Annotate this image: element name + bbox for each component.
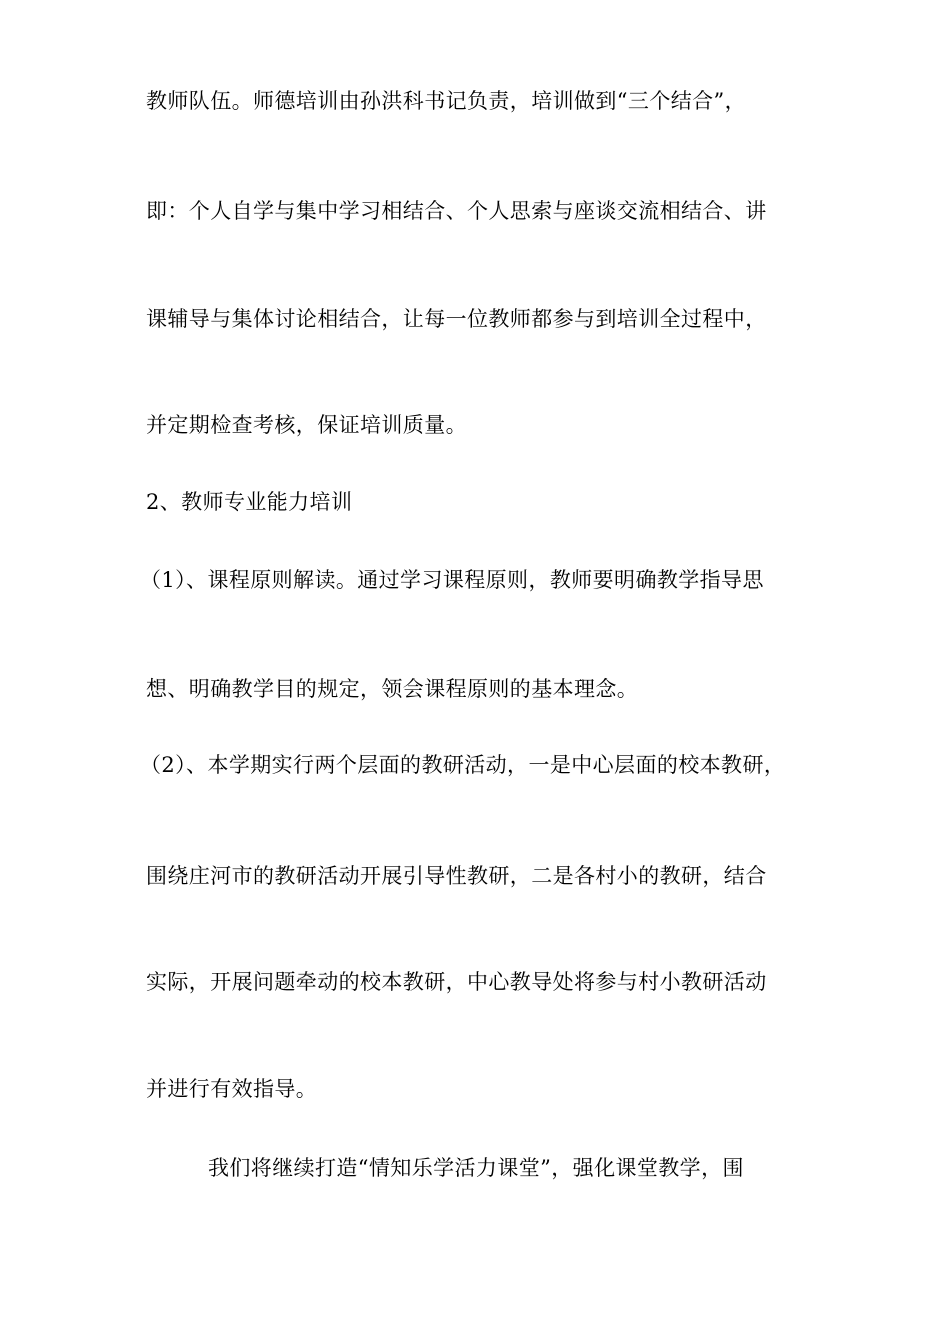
list-item-1-line-2: 想、明确教学目的规定，领会课程原则的基本理念。: [146, 677, 639, 701]
list-item-2-line-4: 并进行有效指导。: [146, 1077, 318, 1101]
paragraph-indented-line: 我们将继续打造“情知乐学活力课堂”，强化课堂教学，围: [208, 1156, 744, 1180]
list-item-2-line-1: （2）、本学期实行两个层面的教研活动，一是中心层面的校本教研，: [140, 753, 786, 777]
paragraph-line-4: 并定期检查考核，保证培训质量。: [146, 413, 467, 437]
paragraph-line-3: 课辅导与集体讨论相结合，让每一位教师都参与到培训全过程中，: [146, 307, 767, 331]
paragraph-line-1: 教师队伍。师德培训由孙洪科书记负责，培训做到“三个结合”，: [146, 89, 747, 113]
paragraph-line-2: 即：个人自学与集中学习相结合、个人思索与座谈交流相结合、讲: [146, 199, 767, 223]
list-item-2-line-2: 围绕庄河市的教研活动开展引导性教研，二是各村小的教研，结合: [146, 864, 767, 888]
list-item-2-line-3: 实际，开展问题牵动的校本教研，中心教导处将参与村小教研活动: [146, 970, 767, 994]
list-item-1-line-1: （1）、课程原则解读。通过学习课程原则，教师要明确教学指导思: [140, 568, 764, 592]
section-heading: 2、教师专业能力培训: [146, 490, 353, 514]
